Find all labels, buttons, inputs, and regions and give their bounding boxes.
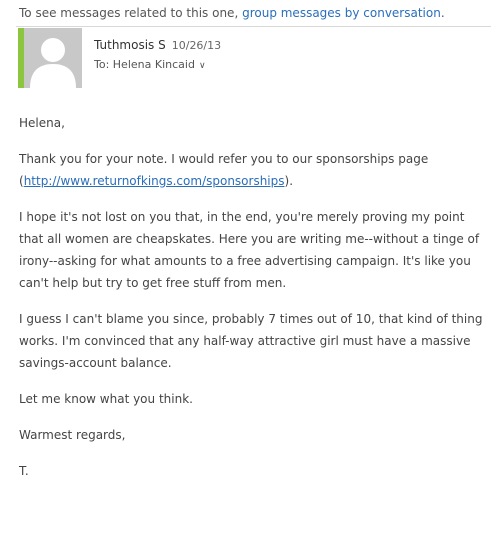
notice-suffix: .: [440, 6, 445, 20]
sender-name[interactable]: Tuthmosis S: [94, 38, 166, 52]
paragraph-4: Let me know what you think.: [19, 392, 193, 406]
recipient-line[interactable]: [94, 58, 206, 71]
notice-text: To see messages related to this one,: [19, 6, 243, 20]
signature: T.: [19, 464, 29, 478]
closing: Warmest regards,: [19, 428, 126, 442]
group-by-conversation-link[interactable]: group messages by conversation: [242, 6, 441, 20]
conversation-notice: [19, 6, 445, 20]
chevron-down-icon[interactable]: ∨: [198, 61, 206, 71]
message-body: [19, 112, 484, 496]
greeting: Helena,: [19, 116, 65, 130]
recipient-label: To: Helena Kincaid: [94, 58, 195, 71]
paragraph-1-text: Thank you for your note. I would refer you to our sponsorships page (: [19, 152, 429, 188]
sender-line: [94, 38, 221, 52]
paragraph-2: I hope it's not lost on you that, in the end, you're merely proving my point that all women are cheapskates. Here you are writing me--without a tinge of irony--asking for what amounts to a free advertising campaign. It's like you can't help but try to get free stuff from men.: [19, 210, 480, 290]
person-placeholder-icon: [24, 28, 82, 88]
paragraph-1-end: ).: [284, 174, 294, 188]
paragraph-1: [19, 148, 484, 192]
avatar: [24, 28, 82, 88]
header-divider: [16, 26, 491, 27]
message-date: 10/26/13: [171, 39, 222, 52]
paragraph-3: I guess I can't blame you since, probably 7 times out of 10, that kind of thing works. I'm convinced that any half-way attractive girl must have a massive savings-account balance.: [19, 312, 483, 370]
sponsorships-link[interactable]: http://www.returnofkings.com/sponsorships: [23, 174, 285, 188]
